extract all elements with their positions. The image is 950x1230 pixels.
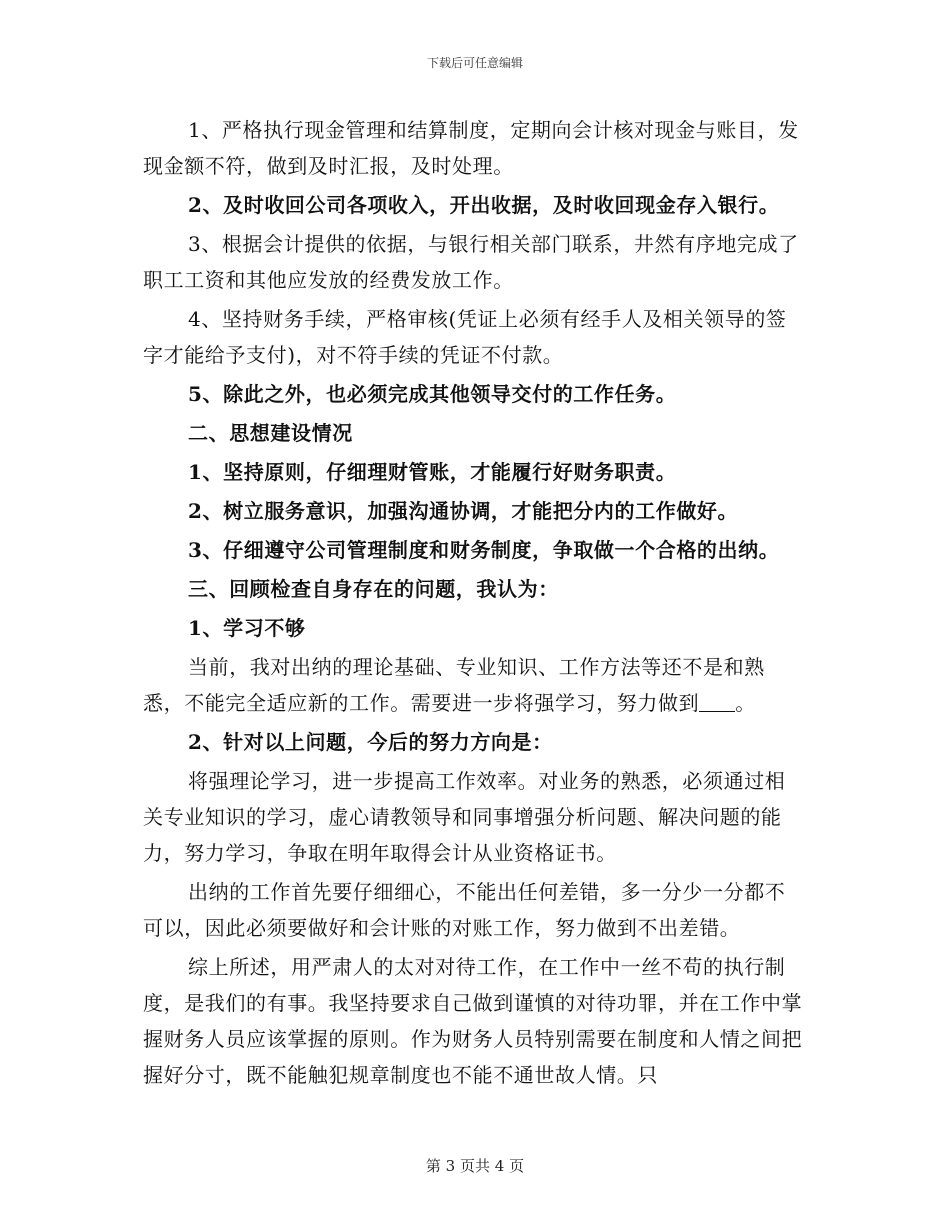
page-header: 下载后可任意编辑 [426,56,523,70]
paragraph-current-situation-end: 。 [735,691,756,715]
paragraph-principles: 1、坚持原则，仔细理财管账，才能履行好财务职责。 [188,460,677,484]
paragraph-follow-rules: 3、仔细遵守公司管理制度和财务制度，争取做一个合格的出纳。 [188,538,780,562]
document-body [143,112,803,1096]
fill-in-blank [699,689,735,712]
subheading-insufficient-learning: 1、学习不够 [188,616,306,640]
page-footer: 第 3 页共 4 页 [425,1157,525,1175]
section-heading-review: 三、回顾检查自身存在的问题，我认为： [188,577,559,601]
paragraph-service-awareness: 2、树立服务意识，加强沟通协调，才能把分内的工作做好。 [188,499,739,523]
subheading-future-direction: 2、针对以上问题，今后的努力方向是： [188,730,553,754]
paragraph-financial-procedures: 4、坚持财务手续，严格审核(凭证上必须有经手人及相关领导的签字才能给予支付)，对不符手续的凭证不付款。 [143,307,787,367]
paragraph-collect-income: 2、及时收回公司各项收入，开出收据，及时收回现金存入银行。 [188,193,780,217]
paragraph-summary: 综上所述，用严肃人的太对对待工作，在工作中一丝不苟的执行制度，是我们的有事。我坚持要求自己做到谨慎的对待功罪，并在工作中掌握财务人员应该掌握的原则。作为财务人员特别需要在制度和人情之间把握好分寸，既不能触犯规章制度也不能不通世故人情。只 [143,955,803,1087]
paragraph-careful-work: 出纳的工作首先要仔细细心，不能出任何差错，多一分少一分都不可以，因此必须要做好和会计账的对账工作，努力做到不出差错。 [143,880,786,940]
paragraph-salary-payment: 3、根据会计提供的依据，与银行相关部门联系，井然有序地完成了职工工资和其他应发放的经费发放工作。 [143,232,799,292]
section-heading-ideology: 二、思想建设情况 [188,421,353,445]
paragraph-other-tasks: 5、除此之外，也必须完成其他领导交付的工作任务。 [188,382,677,406]
paragraph-cash-management: 1、严格执行现金管理和结算制度，定期向会计核对现金与账目，发现金额不符，做到及时汇报，及时处理。 [143,118,799,178]
paragraph-current-situation-text: 当前，我对出纳的理论基础、专业知识、工作方法等还不是和熟悉，不能完全适应新的工作。需要进一步将强学习，努力做到 [143,655,765,715]
paragraph-strengthen-learning: 将强理论学习，进一步提高工作效率。对业务的熟悉，必须通过相关专业知识的学习，虚心请教领导和同事增强分析问题、解决问题的能力，努力学习，争取在明年取得会计从业资格证书。 [143,769,786,865]
paragraph-current-situation [143,649,803,721]
